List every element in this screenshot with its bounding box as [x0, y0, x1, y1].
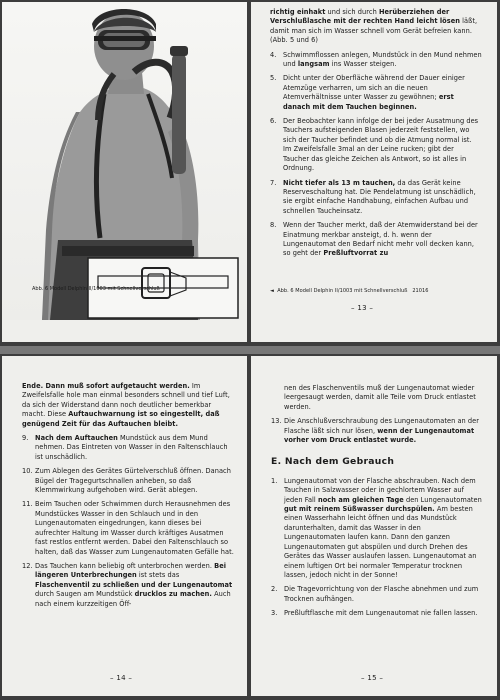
page-number: – 13 – [351, 304, 374, 312]
caption-copy: Abb. 6 Modell Delphin II/1003 mit Schnellverschluß [277, 288, 408, 294]
section-heading: E. Nach dem Gebrauch [271, 456, 395, 468]
page-12-photo [2, 2, 247, 342]
item-number: 11. [22, 500, 33, 509]
intro-paragraph [270, 8, 482, 46]
diver-illustration [2, 2, 247, 320]
item-number: 9. [22, 434, 29, 443]
figure-caption [32, 286, 222, 292]
item-text: Wenn der Taucher merkt, daß der Atemwiderstand bei der Einatmung merkbar ansteigt, d. h. wenn der Lungenautomat den Bedarf nicht mehr voll decken kann, so geht der [283, 221, 478, 258]
list-item [270, 51, 482, 70]
caption-line [270, 288, 490, 295]
item-text: Am besten einen Wasserhahn leicht öffnen und das Mundstück darunterhalten, damit das Wasser in den Lungenautomaten laufen kann. Dann den ganzen Lungenautomaten gut abspülen und durch Drehen des Gerätes das Wasser auslaufen lassen. Lungenautomat an einem luftigen Ort bei normaler Temperatur trocknen lassen, jedoch nicht in der Sonne! [284, 505, 477, 579]
list-item [22, 500, 236, 556]
item-text: da das Gerät keine Reserveschaltung hat. Die Pendelatmung ist unschädlich, sie ergibt einfache Handhabung, einfachen Aufbau und schnellen Taucheinsatz. [283, 178, 476, 215]
item-number: 13. [271, 417, 282, 426]
list-item [270, 117, 482, 173]
item-bold: gut mit reinem Süßwasser durchspülen. [284, 505, 435, 514]
diver-photo [2, 2, 247, 320]
item-text: Die Tragevorrichtung von der Flasche abnehmen und zum Trocknen aufhängen. [284, 585, 479, 603]
top-spread [0, 0, 500, 346]
list-item [22, 562, 236, 609]
item-bold: Flaschenventil zu schließen und der Lungenautomat [35, 580, 233, 589]
item-bold: Auftauchwarnung ist so eingestellt, daß genügend Zeit für das Auftauchen bleibt. [22, 410, 220, 428]
item-bold: Preßluftvorrat zu [323, 249, 389, 258]
page-13 [251, 2, 497, 342]
item-bold: erst danach mit dem Tauchen beginnen. [283, 93, 454, 111]
caption-code: 21016 [412, 288, 429, 294]
page-number: – 14 – [110, 674, 133, 682]
item-bold: Ende. Dann muß sofort aufgetaucht werden. [22, 382, 190, 390]
item-bold: langsam [297, 60, 330, 69]
item-number: 10. [22, 467, 33, 476]
item-number: 4. [270, 50, 277, 59]
list-item [270, 74, 482, 112]
page-15 [251, 356, 497, 696]
page-15-text [271, 384, 483, 624]
item-bold: wenn der Lungenautomat vorher vom Druck entlastet wurde. [284, 426, 475, 445]
list-item [271, 417, 483, 445]
item-bold: drucklos zu machen. [134, 590, 212, 599]
item-bold: Nicht tiefer als 13 m tauchen, [283, 178, 396, 187]
item-text: Im Zweifelsfalle hole man einmal besonders schnell und tief Luft, da sich der Widerstand dann noch deutlicher bemerkbar macht. Diese [22, 382, 230, 419]
item-number: 5. [270, 74, 277, 83]
item-bold: Bei längeren Unterbrechungen [35, 561, 227, 580]
list-item [271, 585, 483, 604]
item-text: Zum Ablegen des Gerätes Gürtelverschluß öffnen. Danach Bügel der Tragegurtschnallen anheben, so daß Klemmwirkung aufgehoben wird. Gerät ablegen. [35, 467, 231, 495]
item-text: ist stets das [136, 571, 180, 580]
page-number: – 15 – [361, 674, 384, 682]
item-number: 2. [271, 585, 278, 594]
bottom-spread [0, 354, 500, 700]
item-bold: noch am gleichen Tage [317, 495, 404, 504]
item-number: 7. [270, 178, 277, 187]
item-bold: Nach dem Auftauchen [35, 434, 118, 443]
item-text: Schwimmflossen anlegen, Mundstück in den Mund nehmen und [283, 50, 482, 69]
item-number: 3. [271, 609, 278, 618]
list-item [22, 382, 236, 429]
item-number: 1. [271, 476, 278, 485]
item-text: Das Tauchen kann beliebig oft unterbrochen werden. [35, 561, 215, 570]
page-14-text [22, 382, 236, 614]
item-text: Beim Tauchen oder Schwimmen durch Herausnehmen des Mundstückes Wasser in den Schlauch und in den Lungenautomaten eingedrungen, kann dieses bei aufrechter Haltung im Wasser durch kräftiges Ausatmen fast restlos entfernt werden. Dabei den Faltenschlauch so halten, daß das Wasser zum Lungenautomaten Gefälle hat. [35, 500, 234, 556]
item-text: Dicht unter der Oberfläche während der Dauer einiger Atemzüge verharren, um sich an die neuen Atemverhältnisse unter Wasser zu gewöhnen; [283, 74, 465, 102]
list-item [271, 609, 483, 618]
intro-bold-1: richtig einhakt [270, 8, 326, 16]
list-item [22, 434, 236, 462]
item-text: Die Anschlußverschraubung des Lungenautomaten an der Flasche läßt sich nur lösen, [284, 417, 480, 435]
item-text: Auch nach einem kurzzeitigen Öff- [35, 590, 231, 608]
item-text: durch Saugen am Mundstück [35, 590, 135, 599]
item-number: 6. [270, 117, 277, 126]
intro-text-2: läßt, damit man sich im Wasser schnell vom Gerät befreien kann. (Abb. 5 und 6) [270, 17, 478, 45]
item-text: Mundstück aus dem Mund nehmen. Das Eintreten von Wasser in den Faltenschlauch ist unschädlich. [35, 434, 228, 461]
item-text: ins Wasser steigen. [329, 60, 397, 69]
item-text: Lungenautomat von der Flasche abschrauben. Nach dem Tauchen in Salzwasser oder in gechlortem Wasser auf jeden Fall [284, 476, 476, 504]
page-13-text [270, 8, 482, 264]
list-item [22, 467, 236, 495]
intro-paragraph: nen des Flaschenventils muß der Lungenautomat wieder leergesaugt werden, damit alle Teile vom Druck entlastet werden. [284, 384, 476, 411]
page-14 [2, 356, 247, 696]
arrow-marker-icon: ◄ [270, 288, 274, 294]
item-text: Der Beobachter kann infolge der bei jeder Ausatmung des Tauchers aufsteigenden Blasen jederzeit feststellen, wo sich der Taucher befindet und ob die Atmung normal ist. Im Zweifelsfalle 3mal an der Leine rucken; gibt der Taucher das gleiche Zeichen als Antwort, so ist alles in Ordnung. [283, 117, 479, 173]
scan-gap [0, 346, 500, 354]
caption-text: Abb. 6 Modell Delphin II/1003 mit Schnellverschluß [32, 286, 160, 292]
intro-bold-2: Herüberziehen der Verschlußlasche mit der rechten Hand leicht lösen [270, 8, 461, 26]
item-text: Preßluftflasche mit dem Lungenautomat nie fallen lassen. [284, 609, 478, 618]
item-number: 8. [270, 221, 277, 230]
list-item [270, 179, 482, 217]
list-item [271, 477, 483, 580]
item-number: 12. [22, 561, 33, 570]
item-text: den Lungenautomaten [403, 495, 482, 504]
list-item [270, 221, 482, 259]
intro-text-1: und sich durch [325, 8, 379, 16]
